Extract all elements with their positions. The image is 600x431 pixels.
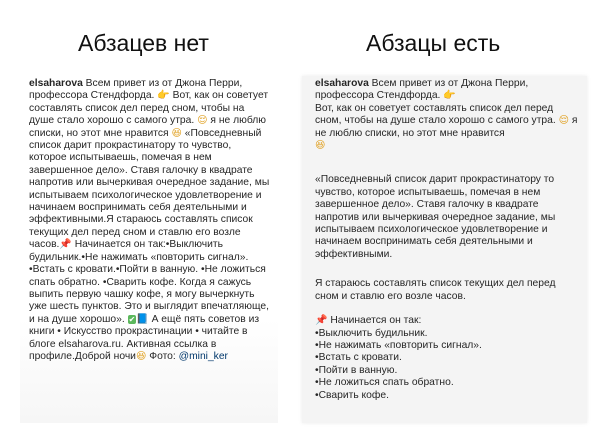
post-text: Всем привет из от Джона Перри, профессора Стендфорда. xyxy=(315,78,529,102)
heading-no-paragraphs: Абзацев нет xyxy=(78,30,209,56)
book-icon: 📘 xyxy=(136,313,149,325)
post-text: А ещё пять советов из книги • Искусство прокрастинации • читайте в блоге elsaharova.ru. Активная ссылка в профиле.Доброй ночи xyxy=(29,313,260,362)
list-item: •Не нажимать «повторить сигнал». xyxy=(315,339,482,351)
pointing-hand-icon: 👉 xyxy=(157,90,170,102)
paragraph-routine: Я стараюсь составлять список текущих дел перед сном и ставлю его возле часов. xyxy=(315,278,556,302)
list-item: •Пойти в ванную. xyxy=(315,364,398,376)
post-text: «Повседневный список дарит прокрастинатору то чувство, которое испытываешь, помечая в нем завершенное дело». Ставя галочку в квадрате напротив или вычеркивая очередное задание, мы испытываем психологическое удовлетворение и начинаем воспринимать себя деятельными и эффективными.Я стараюсь составлять список текущих дел перед сном и ставлю его возле часов. xyxy=(29,127,270,251)
list-intro-text: Начинается он так: xyxy=(327,315,422,327)
post-text: Вот, как он советует составлять список дел перед сном, чтобы на душе стало хорошо с самого утра. xyxy=(315,102,559,127)
list-item: •Встать с кровати. xyxy=(315,352,402,364)
pushpin-icon: 📌 xyxy=(59,239,72,251)
photo-credit-link[interactable]: @mini_ker xyxy=(178,350,228,362)
pointing-hand-icon: 👉 xyxy=(443,90,456,102)
post-text: Всем привет из от Джона Перри, профессора Стендфорда. xyxy=(29,78,243,102)
paragraph-intro xyxy=(315,78,579,152)
post-text: я не люблю списки, но этот мне нравится xyxy=(29,115,267,139)
list-item: •Выключить будильник. xyxy=(315,327,428,339)
smile-icon: 😌 xyxy=(558,115,570,127)
paragraph-quote: «Повседневный список дарит прокрастинатору то чувство, которое испытываешь, помечая в нем завершенное дело». Ставя галочку в квадрате напротив или вычеркивая очередное задание, мы испытываем психологическое удовлетворение и начинаем воспринимать себя деятельными и эффективными. xyxy=(315,174,556,260)
post-text: я не люблю списки, но этот мне нравится xyxy=(315,115,578,139)
laughing-icon: 😆 xyxy=(315,140,326,152)
laughing-icon: 😆 xyxy=(171,127,182,139)
task-list xyxy=(315,328,579,402)
username-link[interactable]: elsaharova xyxy=(29,78,83,89)
laughing-icon: 😆 xyxy=(135,350,147,362)
smile-icon: 😌 xyxy=(197,115,208,127)
list-item: •Не ложиться спать обратно. xyxy=(315,377,454,389)
username-link[interactable]: elsaharova xyxy=(315,78,369,89)
pushpin-icon: 📌 xyxy=(315,315,328,327)
list-intro xyxy=(315,315,579,327)
post-body xyxy=(29,78,270,363)
post-without-paragraphs xyxy=(20,76,278,423)
post-text: Начинается он так:•Выключить будильник.•Не нажимать «повторить сигнал». •Встать с кровати.•Пойти в ванную. •Не ложиться спать обратно. •Сварить кофе. Когда я сажусь выпить первую чашку кофе, я могу вычеркнуть уже шесть пунктов. Это и выглядит впечатляюще, и на душе хорошо». xyxy=(29,239,269,325)
list-item: •Сварить кофе. xyxy=(315,389,389,401)
post-with-paragraphs xyxy=(302,76,587,423)
heading-with-paragraphs: Абзацы есть xyxy=(366,30,501,56)
check-mark-icon: ✔ xyxy=(128,314,136,324)
post-text: Фото: xyxy=(146,350,179,362)
post-text: Вот, как он советует составлять список дел перед сном, чтобы на душе стало хорошо с самого утра. xyxy=(29,90,269,127)
